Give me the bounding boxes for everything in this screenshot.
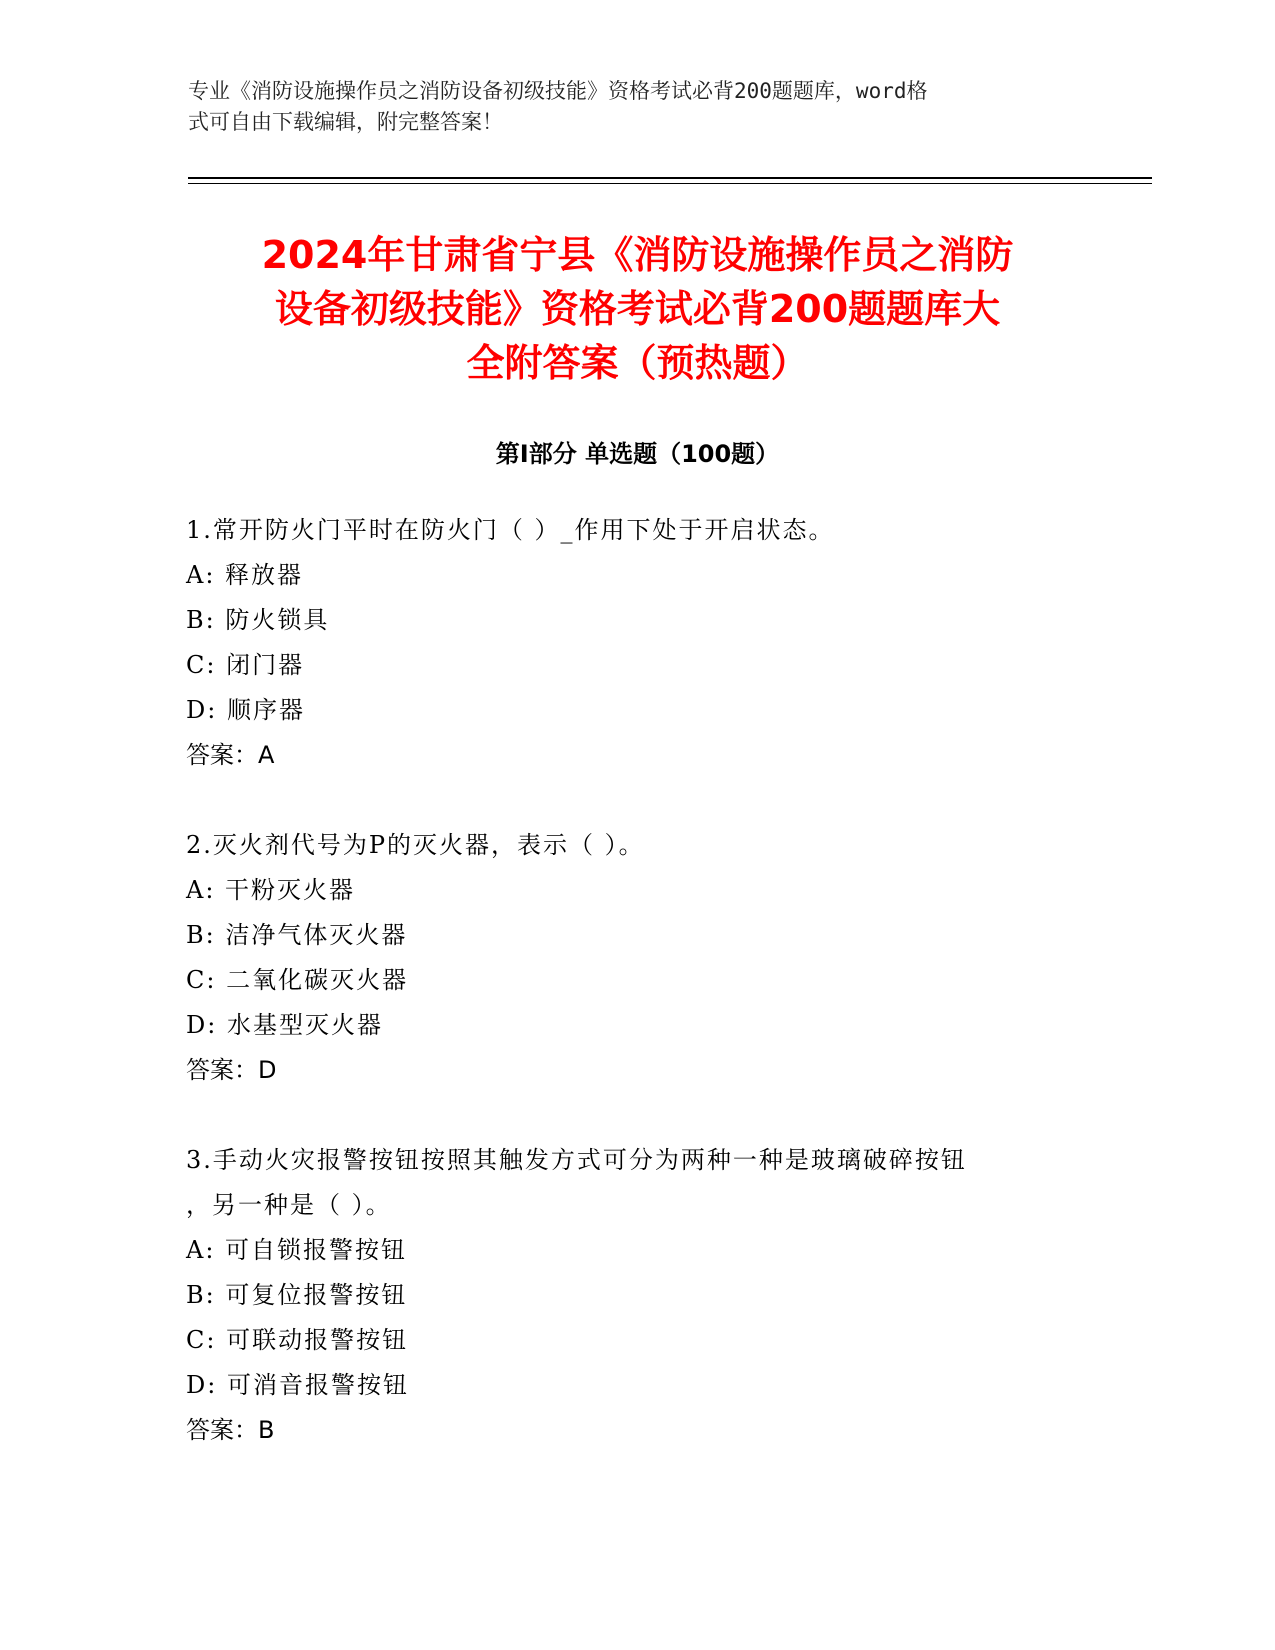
option-d: D: 顺序器 (186, 696, 305, 724)
document-title (160, 228, 1115, 390)
option-c: C: 闭门器 (186, 651, 305, 679)
option-a: A: 干粉灭火器 (186, 876, 356, 904)
section-heading: 第Ⅰ部分 单选题（100题） (495, 440, 780, 468)
header-note-line-2: 式可自由下载编辑，附完整答案！ (188, 110, 503, 134)
option-b: B: 洁净气体灭火器 (186, 921, 408, 949)
question-stem-line-2: ，另一种是（ ）。 (186, 1191, 392, 1219)
option-c: C: 二氧化碳灭火器 (186, 966, 409, 994)
question-stem: 1.常开防火门平时在防火门（ ）_作用下处于开启状态。 (186, 516, 835, 544)
option-c: C: 可联动报警按钮 (186, 1326, 409, 1354)
document-title-line-1: 2024年甘肃省宁县《消防设施操作员之消防 (261, 233, 1014, 277)
question-stem: 2.灭火剂代号为P的灭火器，表示（ ）。 (186, 831, 645, 859)
question-1 (186, 508, 1086, 778)
document-title-line-2: 设备初级技能》资格考试必背200题题库大 (274, 287, 1001, 331)
question-2 (186, 823, 1086, 1093)
answer: 答案：A (186, 741, 275, 769)
option-d: D: 水基型灭火器 (186, 1011, 383, 1039)
answer: 答案：D (186, 1056, 277, 1084)
option-a: A: 可自锁报警按钮 (186, 1236, 408, 1264)
header-note-line-1: 专业《消防设施操作员之消防设备初级技能》资格考试必背200题题库，word格 (188, 79, 928, 103)
document-title-line-3: 全附答案（预热题） (466, 341, 809, 385)
header-divider-thin (188, 183, 1152, 184)
document-header-note (188, 76, 1088, 138)
header-divider-thick (188, 177, 1152, 179)
option-b: B: 防火锁具 (186, 606, 330, 634)
answer: 答案：B (186, 1416, 275, 1444)
question-3 (186, 1138, 1086, 1453)
option-b: B: 可复位报警按钮 (186, 1281, 408, 1309)
option-d: D: 可消音报警按钮 (186, 1371, 409, 1399)
question-stem-line-1: 3.手动火灾报警按钮按照其触发方式可分为两种一种是玻璃破碎按钮 (186, 1146, 967, 1174)
option-a: A: 释放器 (186, 561, 304, 589)
